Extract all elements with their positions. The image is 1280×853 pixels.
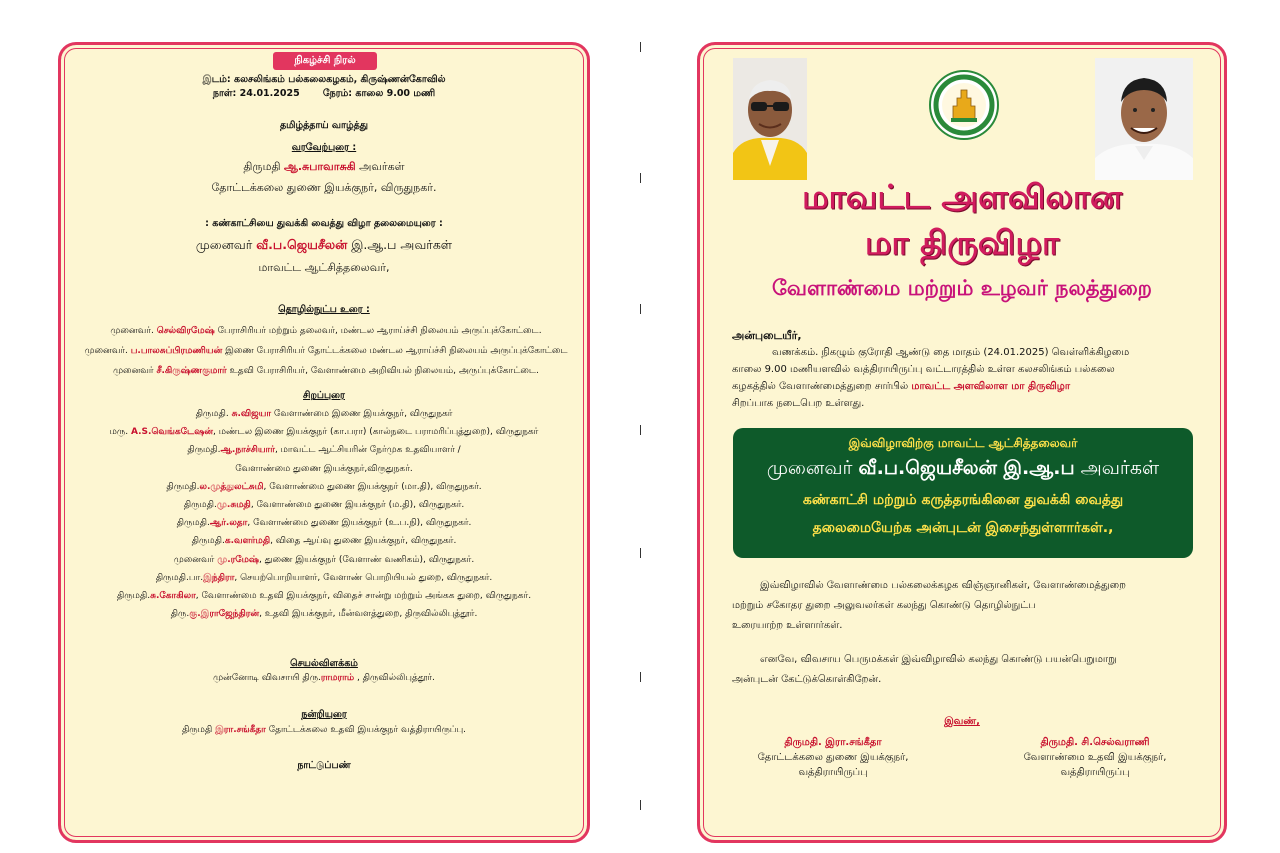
state-emblem-icon [929,70,999,140]
speaker-name: இந்திரா [203,572,235,583]
welcome-role: தோட்டக்கலை துணை இயக்குநர், விருதுநகர். [211,181,437,194]
speaker-designation: , மாவட்ட ஆட்சியரின் நேர்முக உதவியாளர் / [274,445,461,456]
body-para1-line2: காலை 9.00 மணியளவில் வத்திராயிருப்பு வட்டாரத்தில் உள்ள கலசலிங்கம் பல்கலை [732,364,1115,375]
signatory-2-place: வத்திராயிருப்பு [1060,767,1130,778]
speaker-title: திரு. [170,609,190,620]
speaker-name: A.S.வெங்கடேஷன் [130,427,214,438]
demonstration-speaker: முன்னோடி விவசாயி திரு.ராமராம் , திருவில்லிபுத்தூர். [213,673,435,683]
special-address-row [65,569,583,587]
technical-talk-heading: தொழில்நுட்ப உரை : [278,304,370,315]
crop-mark [640,173,641,183]
speaker-designation: பேராசிரியர் மற்றும் தலைவர், மண்டல ஆராய்ச்சி நிலையம் அருப்புக்கோட்டை. [214,326,542,336]
speaker-title: திருமதி. [183,500,217,511]
national-anthem-text: நாட்டுப்பண் [297,760,351,771]
special-address-row [65,460,583,478]
invocation-text: தமிழ்த்தாய் வாழ்த்து [279,120,369,131]
box-chief-guest: முனைவர் வீ.ப.ஜெயசீலன் இ.ஆ.ப அவர்கள் [766,457,1160,479]
speaker-title: முனைவர். [110,326,157,336]
invitation-panel [697,42,1227,843]
speaker-name: சு.கோகிலா [150,591,196,602]
speaker-title: திருமதி. [176,518,210,529]
crop-mark [640,548,641,558]
speaker-title: திருமதி. [195,409,232,419]
chief-guest-box [733,428,1193,558]
inauguration-heading: : கண்காட்சியை துவக்கி வைத்து விழா தலைமையுரை : [205,218,443,229]
speaker-designation: வேளாண்மை துணை இயக்குநர்,விருதுநகர். [235,463,413,474]
speaker-name: ப.பாலசுப்பிரமணியன் [130,346,223,356]
body-para2-line1: இவ்விழாவில் வேளாண்மை பல்கலைக்கழக விஞ்ஞானிகள், வேளாண்மைத்துறை [760,580,1126,591]
speaker-title: திருமதி.பா. [155,572,204,583]
box-line4: தலைமையேற்க அன்புடன் இசைந்துள்ளார்கள்., [812,520,1114,536]
body-para2-line3: உரையாற்ற உள்ளார்கள். [732,620,843,631]
inauguration-speaker: முனைவர் வீ.ப.ஜெயசீலன் இ.ஆ.ப அவர்கள் [195,237,453,252]
demonstration-heading: செயல்விளக்கம் [290,658,358,669]
signature-heading: இவண், [944,716,980,727]
special-address-row [65,514,583,532]
speaker-title: திருமதி. [166,481,200,492]
signatory-2 [990,735,1200,780]
crop-mark [640,304,641,314]
speaker-title: முனைவர். [84,346,131,356]
body-para1-line3: கழகத்தில் வேளாண்மைத்துறை சார்பில் மாவட்ட அளவிலாள மா திருவிழா [732,381,1071,392]
date-time-row [61,87,587,100]
technical-talk-row [69,321,583,341]
crop-mark [640,800,641,810]
department-subtitle: வேளாண்மை மற்றும் உழவர் நலத்துறை [772,276,1152,300]
speaker-name: ல.முத்துலட்சுமி [199,481,264,492]
festival-title-line1: மாவட்ட அளவிலான [801,177,1123,216]
speaker-designation: , செயற்பொறியாளர், வேளாண் பொறியியல் துறை, விருதுநகர். [234,572,493,583]
special-address-heading: சிறப்புரை [303,390,345,401]
vote-of-thanks-heading: நன்றியுரை [301,709,347,720]
crop-mark [640,672,641,682]
special-address-row [65,405,583,423]
speaker-designation: இணை பேராசிரியர் தோட்டக்கலை மண்டல ஆராய்ச்சி நிலையம் அருப்புக்கோட்டை [222,346,568,356]
speaker-designation: , வேளாண்மை துணை இயக்குநர் (ம.தி), விருதுநகர். [250,500,465,511]
signatory-1-name: திருமதி. இரா.சங்கீதா [784,737,882,748]
date-text: நாள்: 24.01.2025 [212,88,300,99]
signatory-1-role: தோட்டக்கலை துணை இயக்குநர், [757,752,909,763]
crop-mark [640,42,641,52]
speaker-title: திருமதி. [191,536,225,547]
speaker-designation: , விதை ஆய்வு துணை இயக்குநர், விருதுநகர். [270,536,457,547]
speaker-title: திருமதி. [187,445,221,456]
speaker-designation: , வேளாண்மை துணை இயக்குநர் (மா.தி), விருதுநகர். [263,481,482,492]
venue-text: இடம்: கலசலிங்கம் பல்கலைகழகம், கிருஷ்ணன்கோவில் [202,74,446,85]
body-para3-line2: அன்புடன் கேட்டுக்கொள்கிறேன். [732,674,882,685]
leader-portrait-right [1095,58,1193,180]
body-para1-line1: வணக்கம். நிகழும் குரோதி ஆண்டு தை மாதம் (24.01.2025) வெள்ளிக்கிழமை [772,347,1130,358]
inauguration-role: மாவட்ட ஆட்சித்தலைவர், [258,261,390,274]
speaker-designation: , வேளாண்மை உதவி இயக்குநர், விதைச் சான்று மற்றும் அங்கக துறை, விருதுநகர். [195,591,532,602]
signatory-1-place: வத்திராயிருப்பு [798,767,868,778]
body-para3-line1: எனவே, விவசாய பெருமக்கள் இவ்விழாவில் கலந்து கொண்டு பயன்பெறுமாறு [760,654,1117,665]
signatory-1 [728,735,938,780]
speaker-designation: வேளாண்மை இணை இயக்குநர், விருதுநகர் [271,409,453,419]
special-address-row [65,441,583,459]
speaker-designation: , மண்டல இணை இயக்குநர் (கா.பரா) (கால்நடை பராமரிப்புத்துறை), விருதுநகர் [213,427,539,438]
speaker-designation: உதவி பேராசிரியர், வேளாண்மை அறிவியல் நிலையம், அருப்புக்கோட்டை. [226,366,539,376]
festival-title-line2: மா திருவிழா [864,223,1060,262]
signatory-2-role: வேளாண்மை உதவி இயக்குநர், [1023,752,1167,763]
speaker-name: மு.சுமதி [216,500,251,511]
schedule-badge: நிகழ்ச்சி நிரல் [273,52,377,70]
salutation: அன்புடையீர், [732,329,802,342]
special-address-row [65,605,583,623]
body-para1-line4: சிறப்பாக நடைபெற உள்ளது. [732,398,865,409]
special-address-row [65,496,583,514]
speaker-title: முனைவர் [173,554,218,565]
vote-of-thanks-speaker: திருமதி இரா.சங்கீதா தோட்டக்கலை உதவி இயக்குநர் வத்திராயிருப்பு. [181,725,467,735]
speaker-title: மரு. [109,427,131,438]
speaker-title: முனைவர் [113,366,157,376]
speaker-name: செல்விரமேஷ் [156,326,215,336]
welcome-heading: வரவேற்புரை : [291,142,357,153]
special-address-row [65,551,583,569]
leader-portrait-left [733,58,807,180]
speaker-name: ஆர்.லதா [209,518,248,529]
speaker-title: திருமதி. [116,591,151,602]
technical-talk-row [69,361,583,381]
special-address-row [65,532,583,550]
special-address-row [65,478,583,496]
speaker-designation: , வேளாண்மை துணை இயக்குநர் (உ.ப.நி), விருதுநகர். [247,518,472,529]
special-address-row [65,423,583,441]
box-line1: இவ்விழாவிற்கு மாவட்ட ஆட்சித்தலைவர் [848,436,1078,450]
technical-talk-list [69,321,583,381]
speaker-name: சு.விஜயா [231,409,272,419]
speaker-name: கு.இராஜேந்திரன் [189,609,260,620]
signatory-2-name: திருமதி. சி.செல்வராணி [1040,737,1150,748]
special-address-row [65,587,583,605]
speaker-name: ஆ.நாச்சியார் [220,445,275,456]
technical-talk-row [69,341,583,361]
welcome-speaker: திருமதி ஆ.சுபாவாசுகி அவர்கள் [243,160,405,173]
body-para2-line2: மற்றும் சகோதர துறை அலுவலர்கள் கலந்து கொண்டு தொழில்நுட்ப [732,600,1036,611]
program-schedule-panel [58,42,590,843]
speaker-name: க.வளர்மதி [224,536,271,547]
speaker-designation: , துணை இயக்குநர் (வேளாண் வணிகம்), விருதுநகர். [258,554,475,565]
time-text: நேரம்: காலை 9.00 மணி [322,88,436,99]
speaker-name: மு.ரமேஷ் [217,554,259,565]
special-address-list [65,405,583,623]
crop-mark [640,425,641,435]
speaker-name: சீ.கிருஷ்ணகுமார் [156,366,227,376]
speaker-designation: , உதவி இயக்குநர், மீன்வளத்துறை, திருவில்லிபுத்தூர். [259,609,478,620]
box-line3: கண்காட்சி மற்றும் கருத்தரங்கினை துவக்கி வைத்து [802,492,1124,508]
